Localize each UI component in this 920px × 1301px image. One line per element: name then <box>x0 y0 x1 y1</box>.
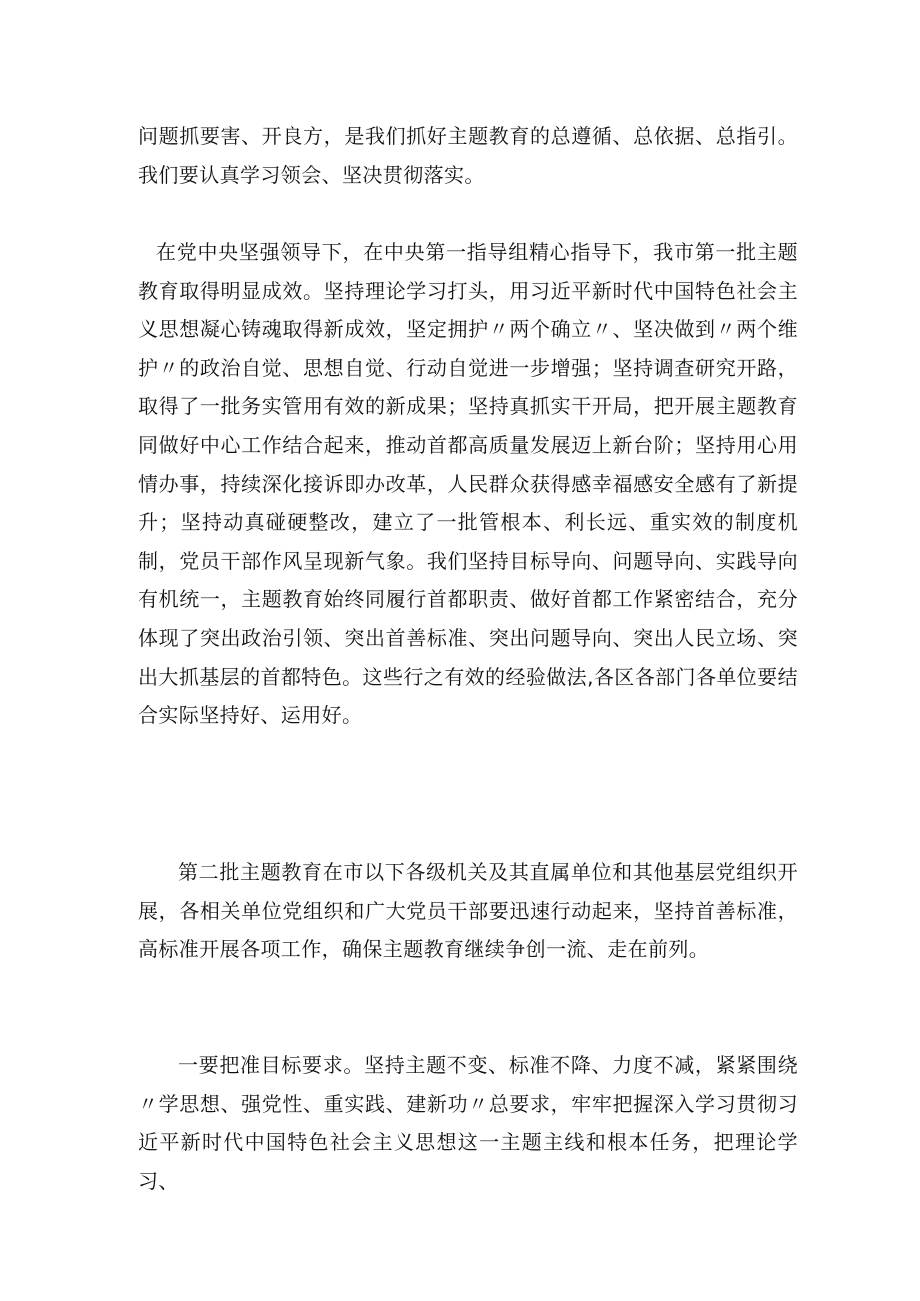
paragraph-3: 第二批主题教育在市以下各级机关及其直属单位和其他基层党组织开展，各相关单位党组织和广大党员干部要迅速行动起来，坚持首善标准，高标准开展各项工作，确保主题教育继续争创一流、走在前列。 <box>138 860 798 962</box>
paragraph-2: 在党中央坚强领导下，在中央第一指导组精心指导下，我市第一批主题教育取得明显成效。坚持理论学习打头，用习近平新时代中国特色社会主义思想凝心铸魂取得新成效，坚定拥护〃两个确立〃、坚决做到〃两个维护〃的政治自觉、思想自觉、行动自觉进一步增强；坚持调查研究开路，取得了一批务实管用有效的新成果；坚持真抓实干开局，把开展主题教育同做好中心工作结合起来，推动首都高质量发展迈上新台阶；坚持用心用情办事，持续深化接诉即办改革，人民群众获得感幸福感安全感有了新提升；坚持动真碰硬整改，建立了一批管根本、利长远、重实效的制度机制，党员干部作风呈现新气象。我们坚持目标导向、问题导向、实践导向有机统一，主题教育始终同履行首都职责、做好首都工作紧密结合，充分体现了突出政治引领、突出首善标准、突出问题导向、突出人民立场、突出大抓基层的首都特色。这些行之有效的经验做法,各区各部门各单位要结合实际坚持好、运用好。 <box>138 240 798 728</box>
paragraph-4: 一要把准目标要求。坚持主题不变、标准不降、力度不减，紧紧围绕〃学思想、强党性、重实践、建新功〃总要求，牢牢把握深入学习贯彻习近平新时代中国特色社会主义思想这一主题主线和根本任务，把理论学习、 <box>138 1053 798 1193</box>
paragraph-1: 问题抓要害、开良方，是我们抓好主题教育的总遵循、总依据、总指引。我们要认真学习领会、坚决贯彻落实。 <box>138 124 798 187</box>
